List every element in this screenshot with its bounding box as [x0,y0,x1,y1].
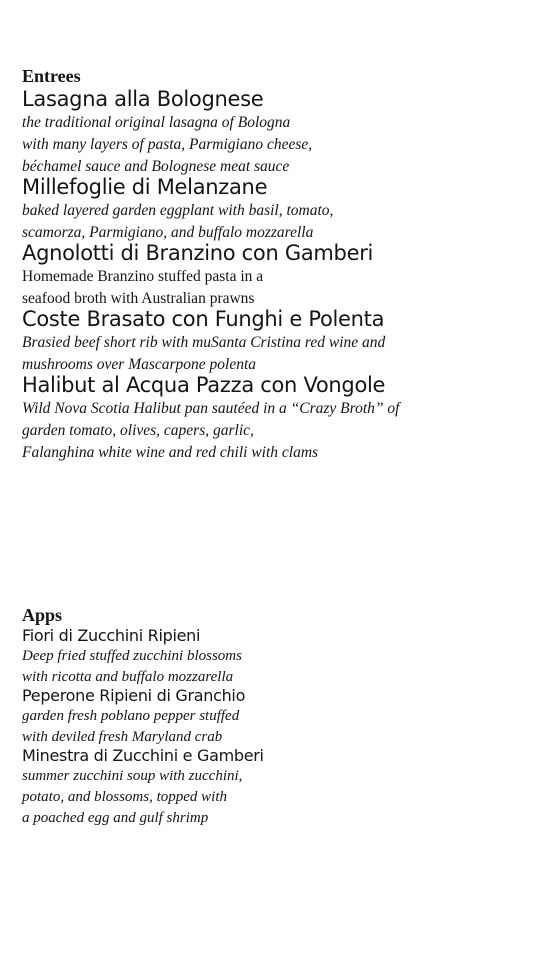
menu-item [22,306,522,376]
menu-item [22,745,522,829]
dish-name: Coste Brasato con Funghi e Polenta [22,307,385,331]
dish-description: baked layered garden eggplant with basil, tomato, scamorza, Parmigiano, and buffalo mozzarella [22,202,334,241]
entrees-section [22,66,522,464]
dish-description: the traditional original lasagna of Bologna with many layers of pasta, Parmigiano cheese, béchamel sauce and Bolognese meat sauce [22,114,313,175]
dish-description: Homemade Branzino stuffed pasta in a seafood broth with Australian prawns [22,268,264,307]
dish-description: Wild Nova Scotia Halibut pan sautéed in a “Crazy Broth” of garden tomato, olives, capers, garlic, Falanghina white wine and red chili with clams [22,400,400,461]
dish-name: Peperone Ripieni di Granchio [22,686,246,705]
menu-item [22,685,522,748]
dish-description: Deep fried stuffed zucchini blossoms with ricotta and buffalo mozzarella [22,648,242,685]
dish-description: summer zucchini soup with zucchini, potato, and blossoms, topped with a poached egg and gulf shrimp [22,768,243,826]
dish-name: Minestra di Zucchini e Gamberi [22,746,264,765]
dish-description: garden fresh poblano pepper stuffed with deviled fresh Maryland crab [22,708,240,745]
apps-heading: Apps [22,605,63,625]
menu-item [22,86,522,178]
dish-name: Millefoglie di Melanzane [22,175,268,199]
dish-name: Halibut al Acqua Pazza con Vongole [22,373,386,397]
dish-name: Agnolotti di Branzino con Gamberi [22,241,374,265]
entrees-heading: Entrees [22,66,81,86]
dish-name: Fiori di Zucchini Ripieni [22,626,201,645]
menu-item [22,625,522,688]
dish-name: Lasagna alla Bolognese [22,87,264,111]
apps-section [22,605,522,829]
menu-item [22,240,522,310]
menu-item [22,174,522,244]
dish-description: Brasied beef short rib with muSanta Cristina red wine and mushrooms over Mascarpone polenta [22,334,386,373]
menu-item [22,372,522,464]
